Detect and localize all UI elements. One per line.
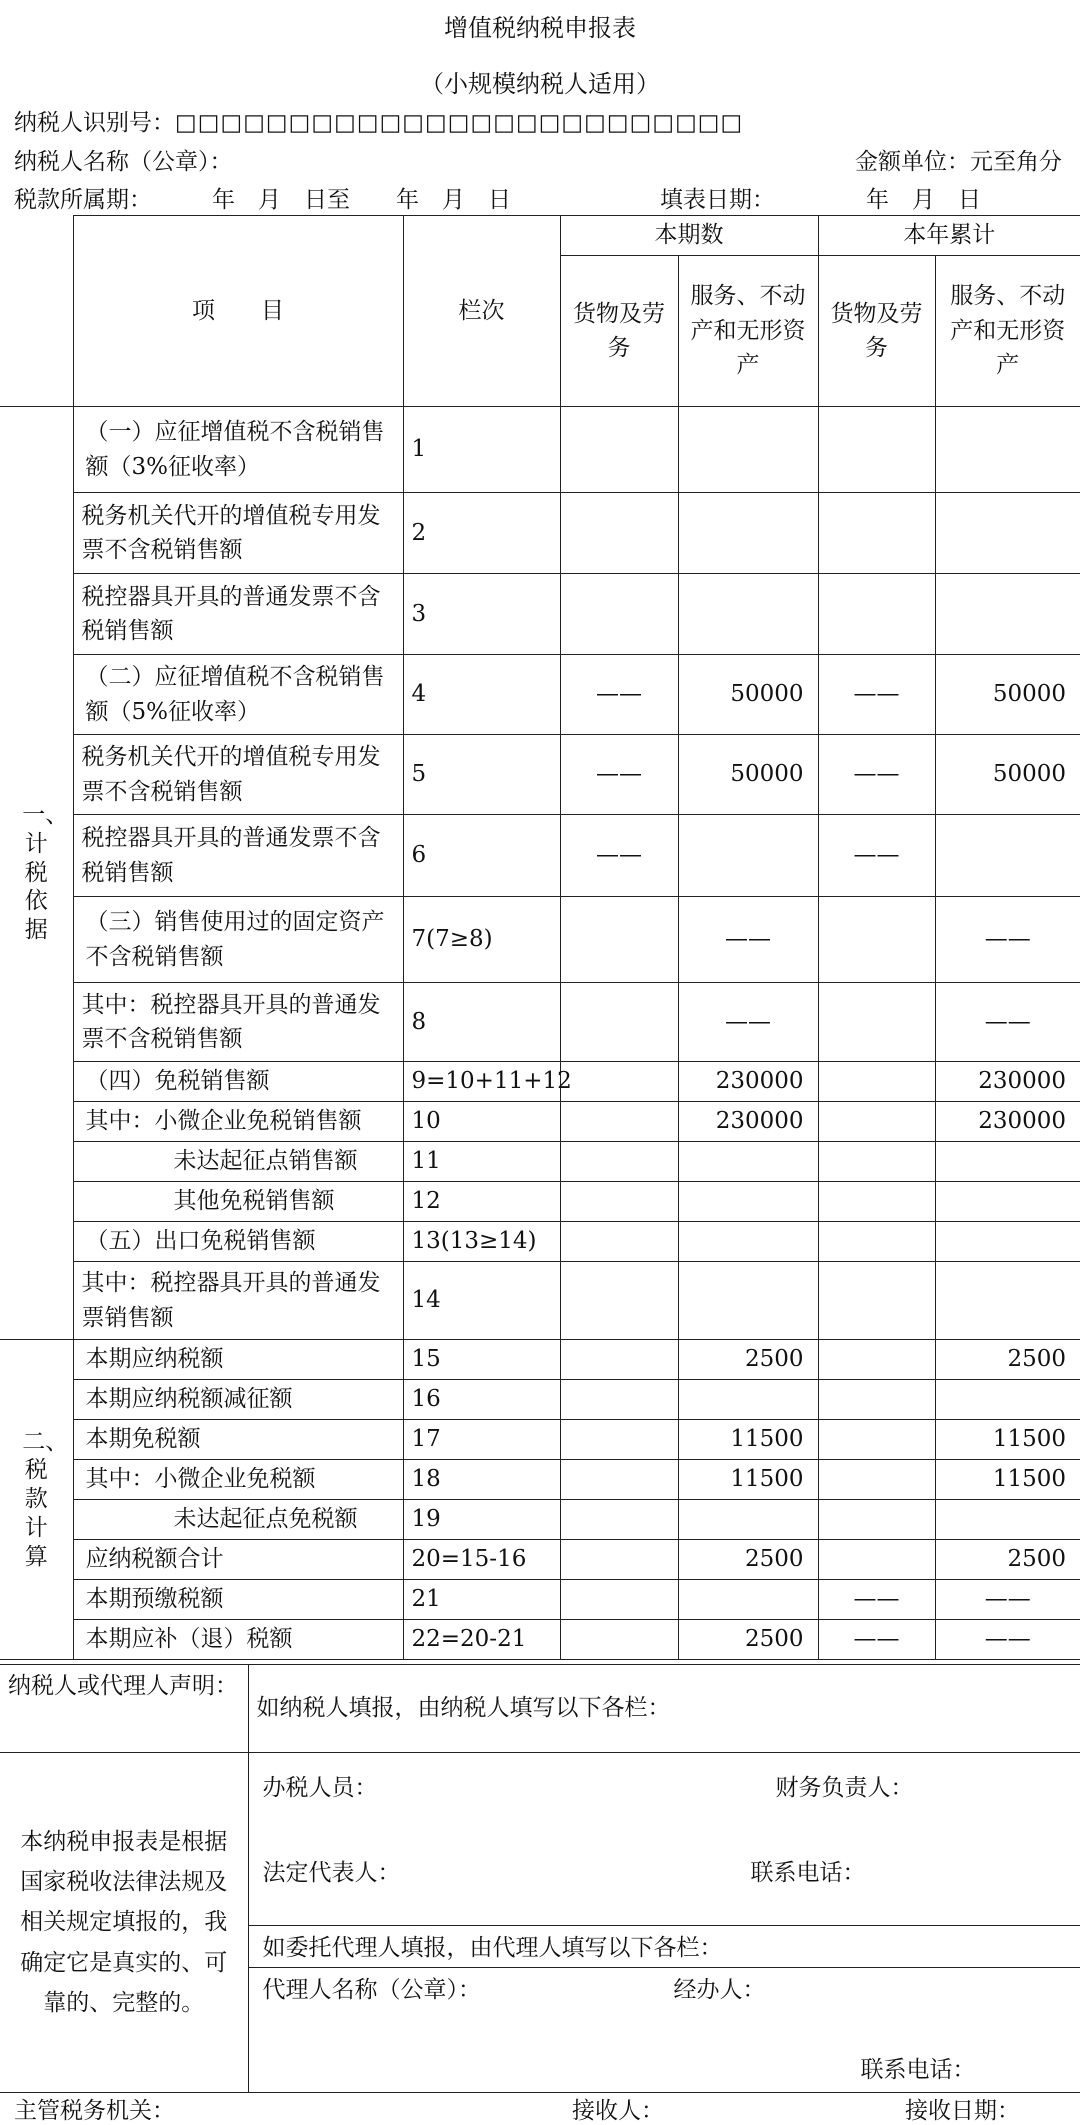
amount-unit: 金额单位：元至角分	[855, 149, 1062, 175]
row-item-label: 税务机关代开的增值税专用发票不含税销售额	[73, 735, 403, 815]
ytd-services-cell[interactable]	[935, 1262, 1080, 1340]
taxpayer-id-label: 纳税人识别号：	[14, 110, 175, 136]
sub-goods-header-ytd: 货物及劳务	[818, 256, 935, 407]
row-line-number: 11	[403, 1142, 560, 1182]
row-line-number: 17	[403, 1420, 560, 1460]
row-item-label: 其中：税控器具开具的普通发票不含税销售额	[73, 983, 403, 1062]
current-goods-cell[interactable]	[560, 897, 678, 983]
current-services-cell[interactable]	[678, 1182, 818, 1222]
declaration-table	[0, 215, 1080, 1660]
agent-name-field[interactable]: 代理人名称（公章）：	[262, 1977, 481, 2003]
taxpayer-name-label: 纳税人名称（公章）：	[14, 149, 233, 175]
row-line-number: 22=20-21	[403, 1620, 560, 1660]
table-row	[0, 1460, 1080, 1500]
current-services-cell[interactable]: 2500	[678, 1540, 818, 1580]
declaration-statement: 本纳税申报表是根据国家税收法律法规及相关规定填报的，我确定它是真实的、可靠的、完整的。	[0, 1753, 248, 2093]
ytd-services-cell[interactable]	[935, 1500, 1080, 1540]
group-current-header: 本期数	[560, 216, 818, 256]
current-goods-cell[interactable]	[560, 1062, 678, 1102]
receiver-label: 接收人：	[572, 2098, 664, 2124]
current-services-cell[interactable]: 230000	[678, 1102, 818, 1142]
ytd-services-cell[interactable]	[935, 493, 1080, 574]
table-row	[0, 897, 1080, 983]
ytd-goods-cell[interactable]	[818, 1102, 935, 1142]
row-line-number: 3	[403, 574, 560, 655]
section-calc-label: 二、税款计算	[22, 1428, 69, 1570]
current-services-cell[interactable]: 50000	[678, 655, 818, 735]
current-services-cell[interactable]: ——	[678, 983, 818, 1062]
current-goods-cell[interactable]	[560, 983, 678, 1062]
sub-goods-header-current: 货物及劳务	[560, 256, 678, 407]
fill-date-label: 填表日期：	[660, 187, 775, 213]
table-row	[0, 574, 1080, 655]
table-row	[0, 815, 1080, 897]
ytd-services-cell[interactable]: 50000	[935, 735, 1080, 815]
ytd-goods-cell[interactable]	[818, 1182, 935, 1222]
taxpayer-id-boxes[interactable]: □□□□□□□□□□□□□□□□□□□□□□□□□	[175, 110, 744, 136]
row-item-label: 本期应补（退）税额	[73, 1620, 403, 1660]
current-goods-cell[interactable]	[560, 1420, 678, 1460]
row-item-label: 应纳税额合计	[73, 1540, 403, 1580]
row-item-label: 税控器具开具的普通发票不含税销售额	[73, 815, 403, 897]
row-item-label: 其中：税控器具开具的普通发票销售额	[73, 1262, 403, 1340]
row-item-label: 本期应纳税额减征额	[73, 1380, 403, 1420]
current-services-cell[interactable]	[678, 407, 818, 493]
tax-period-label: 税款所属期：	[14, 187, 152, 213]
row-line-number: 16	[403, 1380, 560, 1420]
row-item-label: （一）应征增值税不含税销售额（3%征收率）	[73, 407, 403, 493]
tax-authority-label: 主管税务机关：	[14, 2098, 175, 2124]
col-line-header: 栏次	[403, 216, 560, 407]
current-services-cell[interactable]	[678, 1500, 818, 1540]
ytd-services-cell[interactable]: 230000	[935, 1062, 1080, 1102]
row-line-number: 9=10+11+12	[403, 1062, 560, 1102]
row-item-label: 其中：小微企业免税销售额	[73, 1102, 403, 1142]
current-services-cell[interactable]	[678, 1580, 818, 1620]
ytd-goods-cell[interactable]	[818, 1540, 935, 1580]
current-goods-cell[interactable]	[560, 407, 678, 493]
current-goods-cell[interactable]: ——	[560, 735, 678, 815]
declaration-block	[0, 1664, 1080, 2093]
form-title: 增值税纳税申报表	[444, 14, 636, 42]
row-item-label: 未达起征点销售额	[73, 1142, 403, 1182]
row-item-label: 本期预缴税额	[73, 1580, 403, 1620]
row-line-number: 5	[403, 735, 560, 815]
taxpayer-id-line	[14, 104, 743, 137]
agent-phone-field[interactable]: 联系电话：	[860, 2057, 976, 2083]
ytd-goods-cell[interactable]: ——	[818, 735, 935, 815]
ytd-goods-cell[interactable]: ——	[818, 655, 935, 735]
signature-area	[248, 1753, 1080, 2093]
row-item-label: （三）销售使用过的固定资产不含税销售额	[73, 897, 403, 983]
current-goods-cell[interactable]: ——	[560, 815, 678, 897]
ytd-services-cell[interactable]: ——	[935, 983, 1080, 1062]
group-ytd-header: 本年累计	[818, 216, 1080, 256]
table-row	[0, 1142, 1080, 1182]
ytd-services-cell[interactable]: ——	[935, 897, 1080, 983]
ytd-goods-cell[interactable]: ——	[818, 815, 935, 897]
row-item-label: 未达起征点免税额	[73, 1500, 403, 1540]
current-services-cell[interactable]	[678, 1142, 818, 1182]
current-goods-cell[interactable]	[560, 1620, 678, 1660]
current-services-cell[interactable]	[678, 1262, 818, 1340]
operator-field[interactable]: 经办人：	[673, 1977, 766, 2003]
ytd-goods-cell[interactable]	[818, 1460, 935, 1500]
table-row	[0, 1500, 1080, 1540]
row-line-number: 13(13≥14)	[403, 1222, 560, 1262]
table-row	[0, 1062, 1080, 1102]
table-header-row-1	[0, 216, 1080, 256]
ytd-goods-cell[interactable]	[818, 983, 935, 1062]
table-row	[0, 655, 1080, 735]
table-row	[0, 735, 1080, 815]
declaration-label: 纳税人或代理人声明：	[0, 1665, 248, 1753]
current-services-cell[interactable]: 11500	[678, 1460, 818, 1500]
row-item-label: 其他免税销售额	[73, 1182, 403, 1222]
table-row	[0, 1540, 1080, 1580]
ytd-services-cell[interactable]: 11500	[935, 1420, 1080, 1460]
current-goods-cell[interactable]	[560, 1102, 678, 1142]
current-services-cell[interactable]: 2500	[678, 1620, 818, 1660]
current-services-cell[interactable]	[678, 574, 818, 655]
ytd-services-cell[interactable]	[935, 1380, 1080, 1420]
current-goods-cell[interactable]	[560, 493, 678, 574]
col-item-header: 项 目	[73, 216, 403, 407]
phone-field[interactable]: 联系电话：	[750, 1860, 866, 1886]
row-line-number: 4	[403, 655, 560, 735]
legal-rep-field[interactable]: 法定代表人：	[262, 1860, 401, 1886]
ytd-services-cell[interactable]	[935, 574, 1080, 655]
ytd-services-cell[interactable]: 50000	[935, 655, 1080, 735]
row-line-number: 14	[403, 1262, 560, 1340]
ytd-goods-cell[interactable]: ——	[818, 1620, 935, 1660]
ytd-goods-cell[interactable]	[818, 493, 935, 574]
current-goods-cell[interactable]	[560, 1580, 678, 1620]
current-services-cell[interactable]: 2500	[678, 1340, 818, 1380]
table-row	[0, 1340, 1080, 1380]
current-services-cell[interactable]	[678, 815, 818, 897]
row-item-label: （五）出口免税销售额	[73, 1222, 403, 1262]
row-line-number: 15	[403, 1340, 560, 1380]
ytd-services-cell[interactable]	[935, 1142, 1080, 1182]
agent-fill-instruction: 如委托代理人填报，由代理人填写以下各栏：	[262, 1935, 723, 1961]
ytd-services-cell[interactable]	[935, 1222, 1080, 1262]
ytd-services-cell[interactable]: 2500	[935, 1340, 1080, 1380]
ytd-services-cell[interactable]	[935, 407, 1080, 493]
current-goods-cell[interactable]	[560, 1142, 678, 1182]
table-row	[0, 1580, 1080, 1620]
current-goods-cell[interactable]	[560, 1182, 678, 1222]
ytd-goods-cell[interactable]	[818, 1062, 935, 1102]
sub-services-header-ytd: 服务、不动产和无形资产	[935, 256, 1080, 407]
ytd-services-cell[interactable]: ——	[935, 1620, 1080, 1660]
row-item-label: 其中：小微企业免税额	[73, 1460, 403, 1500]
row-item-label: 本期免税额	[73, 1420, 403, 1460]
row-line-number: 2	[403, 493, 560, 574]
ytd-goods-cell[interactable]	[818, 1500, 935, 1540]
row-item-label: 税务机关代开的增值税专用发票不含税销售额	[73, 493, 403, 574]
row-line-number: 6	[403, 815, 560, 897]
table-row	[0, 1222, 1080, 1262]
ytd-services-cell[interactable]	[935, 1182, 1080, 1222]
row-item-label: （四）免税销售额	[73, 1062, 403, 1102]
row-line-number: 1	[403, 407, 560, 493]
row-line-number: 12	[403, 1182, 560, 1222]
current-services-cell[interactable]: 50000	[678, 735, 818, 815]
row-line-number: 10	[403, 1102, 560, 1142]
ytd-goods-cell[interactable]	[818, 574, 935, 655]
current-goods-cell[interactable]	[560, 1340, 678, 1380]
current-services-cell[interactable]: ——	[678, 897, 818, 983]
ytd-goods-cell[interactable]	[818, 897, 935, 983]
sub-services-header-current: 服务、不动产和无形资产	[678, 256, 818, 407]
ytd-goods-cell[interactable]: ——	[818, 1580, 935, 1620]
table-row	[0, 1620, 1080, 1660]
row-item-label: 本期应纳税额	[73, 1340, 403, 1380]
current-goods-cell[interactable]	[560, 574, 678, 655]
table-row	[0, 407, 1080, 493]
current-goods-cell[interactable]: ——	[560, 655, 678, 735]
handler-field[interactable]: 办税人员：	[262, 1775, 378, 1801]
section-basis-label: 一、计税依据	[22, 802, 69, 944]
row-line-number: 7(7≥8)	[403, 897, 560, 983]
form-subtitle: （小规模纳税人适用）	[420, 70, 660, 98]
fill-date-value: 年 月 日	[866, 187, 981, 213]
row-line-number: 21	[403, 1580, 560, 1620]
table-row	[0, 1182, 1080, 1222]
row-item-label: （二）应征增值税不含税销售额（5%征收率）	[73, 655, 403, 735]
row-line-number: 19	[403, 1500, 560, 1540]
ytd-goods-cell[interactable]	[818, 1142, 935, 1182]
ytd-goods-cell[interactable]	[818, 1380, 935, 1420]
tax-period-value: 年 月 日至 年 月 日	[212, 187, 511, 213]
ytd-services-cell[interactable]: 2500	[935, 1540, 1080, 1580]
row-line-number: 8	[403, 983, 560, 1062]
finance-head-field[interactable]: 财务负责人：	[775, 1775, 914, 1801]
current-services-cell[interactable]: 11500	[678, 1420, 818, 1460]
ytd-goods-cell[interactable]	[818, 1262, 935, 1340]
current-goods-cell[interactable]	[560, 1380, 678, 1420]
current-goods-cell[interactable]	[560, 1222, 678, 1262]
ytd-services-cell[interactable]: ——	[935, 1580, 1080, 1620]
current-goods-cell[interactable]	[560, 1460, 678, 1500]
table-row	[0, 1262, 1080, 1340]
receive-date-label: 接收日期：	[905, 2098, 1020, 2124]
table-row	[0, 493, 1080, 574]
table-row	[0, 1420, 1080, 1460]
table-row	[0, 1380, 1080, 1420]
current-goods-cell[interactable]	[560, 1262, 678, 1340]
self-fill-instruction: 如纳税人填报，由纳税人填写以下各栏：	[248, 1665, 1080, 1753]
current-services-cell[interactable]	[678, 1222, 818, 1262]
ytd-goods-cell[interactable]	[818, 407, 935, 493]
row-item-label: 税控器具开具的普通发票不含税销售额	[73, 574, 403, 655]
ytd-services-cell[interactable]	[935, 815, 1080, 897]
ytd-goods-cell[interactable]	[818, 1340, 935, 1380]
ytd-goods-cell[interactable]	[818, 1222, 935, 1262]
current-services-cell[interactable]: 230000	[678, 1062, 818, 1102]
table-row	[0, 983, 1080, 1062]
ytd-goods-cell[interactable]	[818, 1420, 935, 1460]
current-services-cell[interactable]	[678, 1380, 818, 1420]
row-line-number: 20=15-16	[403, 1540, 560, 1580]
ytd-services-cell[interactable]: 11500	[935, 1460, 1080, 1500]
current-services-cell[interactable]	[678, 493, 818, 574]
current-goods-cell[interactable]	[560, 1500, 678, 1540]
current-goods-cell[interactable]	[560, 1540, 678, 1580]
row-line-number: 18	[403, 1460, 560, 1500]
ytd-services-cell[interactable]: 230000	[935, 1102, 1080, 1142]
table-row	[0, 1102, 1080, 1142]
